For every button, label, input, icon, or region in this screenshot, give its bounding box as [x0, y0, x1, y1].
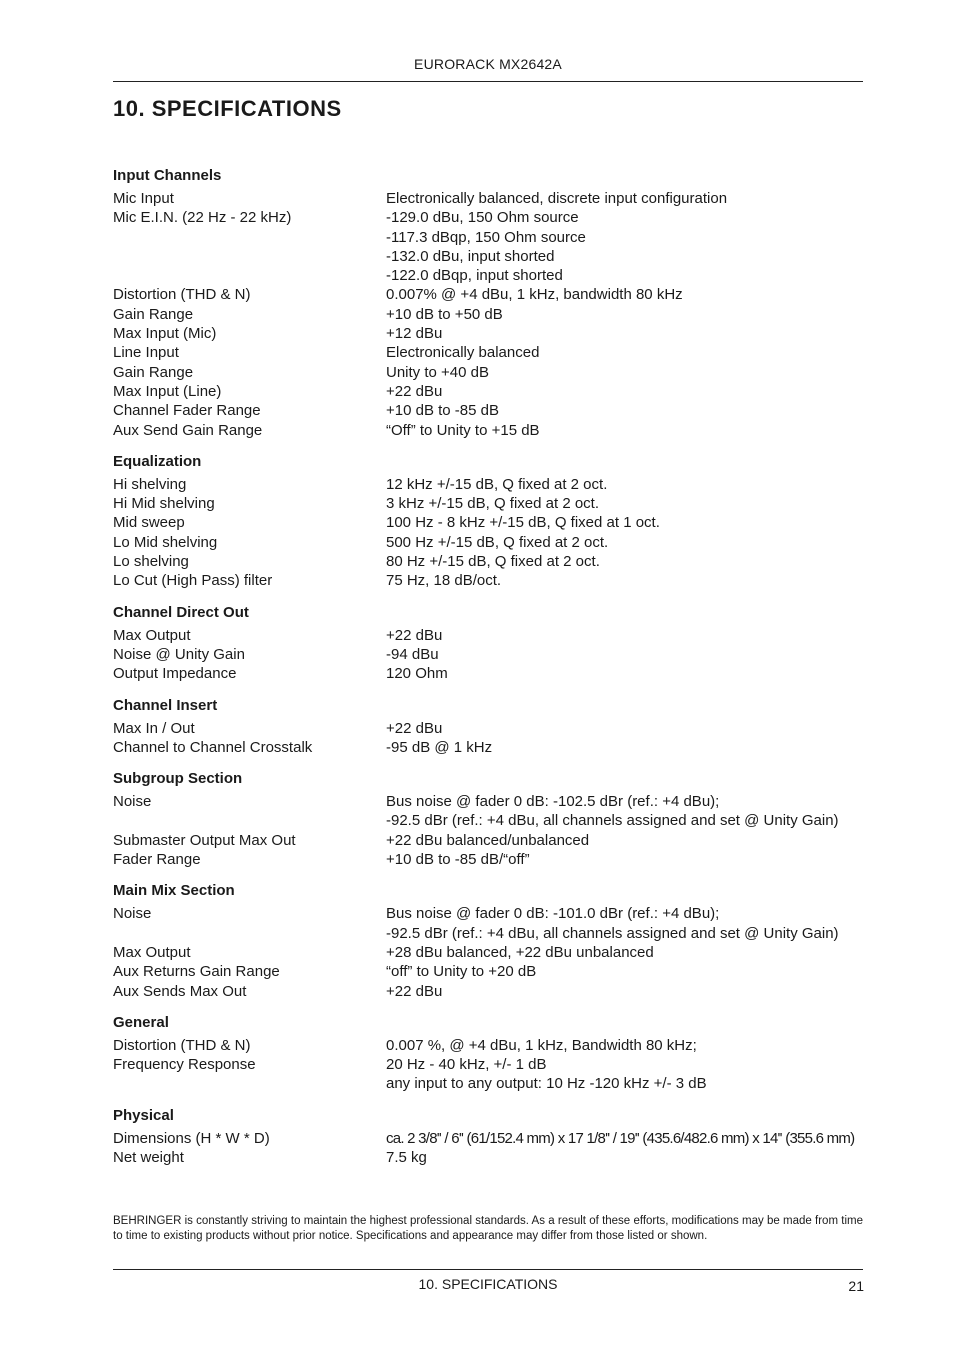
spec-label: Lo Mid shelving: [113, 533, 218, 551]
spec-label: Noise @ Unity Gain: [113, 645, 245, 663]
spec-value: +22 dBu: [386, 382, 443, 400]
spec-value: 0.007 %, @ +4 dBu, 1 kHz, Bandwidth 80 kHz;: [386, 1036, 697, 1054]
spec-label: Net weight: [113, 1148, 184, 1166]
spec-value: +12 dBu: [386, 325, 443, 343]
spec-values: [386, 645, 865, 664]
spec-row: [113, 533, 865, 552]
spec-value: -117.3 dBqp, 150 Ohm source: [386, 228, 586, 246]
spec-value: 3 kHz +/-15 dB, Q fixed at 2 oct.: [386, 495, 600, 513]
spec-value: 75 Hz, 18 dB/oct.: [386, 572, 502, 590]
spec-row: [113, 1148, 865, 1167]
spec-value: 80 Hz +/-15 dB, Q fixed at 2 oct.: [386, 553, 600, 571]
spec-row: [113, 719, 865, 738]
spec-value: -129.0 dBu, 150 Ohm source: [386, 209, 579, 227]
spec-value: 7.5 kg: [386, 1148, 427, 1166]
spec-value: -92.5 dBr (ref.: +4 dBu, all channels assigned and set @ Unity Gain): [386, 924, 839, 942]
spec-value: -94 dBu: [386, 645, 439, 663]
spec-row: [113, 324, 865, 343]
spec-row: [113, 571, 865, 590]
spec-value: Electronically balanced, discrete input configuration: [386, 190, 728, 207]
section-title: Physical: [113, 1106, 174, 1124]
spec-value: 100 Hz - 8 kHz +/-15 dB, Q fixed at 1 oct.: [386, 514, 660, 532]
specifications-list: [113, 166, 865, 1179]
spec-row: [113, 1055, 865, 1094]
spec-value: Electronically balanced: [386, 344, 540, 362]
spec-label: Distortion (THD & N): [113, 1036, 251, 1054]
spec-label: Max In / Out: [113, 719, 195, 737]
spec-row: [113, 962, 865, 981]
spec-label: Noise: [113, 905, 152, 923]
spec-section: [113, 1013, 865, 1094]
spec-row: [113, 1036, 865, 1055]
spec-values: [386, 421, 865, 440]
page-number: 21: [848, 1278, 864, 1294]
spec-value: 20 Hz - 40 kHz, +/- 1 dB: [386, 1056, 547, 1074]
spec-label: Gain Range: [113, 363, 194, 381]
spec-values: [386, 285, 865, 304]
spec-values: [386, 305, 865, 324]
spec-row: [113, 494, 865, 513]
spec-values: [386, 1129, 865, 1148]
spec-values: [386, 719, 865, 738]
spec-value: -95 dB @ 1 kHz: [386, 738, 493, 756]
section-title: Channel Direct Out: [113, 603, 249, 621]
spec-values: [386, 831, 865, 850]
spec-values: [386, 513, 865, 532]
spec-row: [113, 626, 865, 645]
spec-section: [113, 881, 865, 1000]
spec-value: +10 dB to +50 dB: [386, 305, 503, 323]
spec-section: [113, 452, 865, 591]
spec-value: “off” to Unity to +20 dB: [386, 963, 537, 981]
spec-section: [113, 1106, 865, 1168]
spec-row: [113, 1129, 865, 1148]
spec-row: [113, 645, 865, 664]
spec-row: [113, 664, 865, 683]
spec-value: -122.0 dBqp, input shorted: [386, 267, 563, 285]
spec-label: Frequency Response: [113, 1056, 256, 1074]
spec-label: Hi shelving: [113, 475, 187, 493]
spec-row: [113, 285, 865, 304]
spec-value: Bus noise @ fader 0 dB: -102.5 dBr (ref.: +4 dBu);: [386, 793, 720, 811]
spec-values: [386, 850, 865, 869]
spec-label: Mid sweep: [113, 514, 185, 532]
spec-label: Max Output: [113, 626, 191, 644]
spec-row: [113, 382, 865, 401]
spec-row: [113, 401, 865, 420]
spec-label: Aux Sends Max Out: [113, 982, 247, 1000]
spec-values: [386, 962, 865, 981]
spec-row: [113, 421, 865, 440]
disclaimer-text: BEHRINGER is constantly striving to maintain the highest professional standards. As a result of these efforts, modifications may be made from time to time to existing products without prior notice. Specifications and appearance may differ from those listed or shown.: [113, 1215, 863, 1242]
spec-section: [113, 769, 865, 869]
spec-section: [113, 603, 865, 684]
spec-value: +10 dB to -85 dB: [386, 402, 499, 420]
spec-label: Max Input (Mic): [113, 325, 217, 343]
spec-values: [386, 1036, 865, 1055]
spec-label: Aux Send Gain Range: [113, 421, 263, 439]
spec-row: [113, 831, 865, 850]
spec-value: 12 kHz +/-15 dB, Q fixed at 2 oct.: [386, 475, 608, 493]
spec-values: [386, 208, 865, 285]
spec-value: “Off” to Unity to +15 dB: [386, 421, 540, 439]
spec-values: [386, 904, 865, 943]
spec-values: [386, 363, 865, 382]
spec-row: [113, 850, 865, 869]
spec-values: [386, 533, 865, 552]
spec-label: Max Output: [113, 943, 191, 961]
spec-values: [386, 401, 865, 420]
spec-label: Output Impedance: [113, 665, 237, 683]
spec-row: [113, 513, 865, 532]
spec-values: [386, 571, 865, 590]
spec-label: Channel Fader Range: [113, 402, 261, 420]
spec-values: [386, 1148, 865, 1167]
spec-value: Unity to +40 dB: [386, 363, 489, 381]
spec-row: [113, 982, 865, 1001]
spec-row: [113, 363, 865, 382]
spec-label: Max Input (Line): [113, 382, 222, 400]
spec-value: +22 dBu balanced/unbalanced: [386, 831, 590, 849]
spec-values: [386, 982, 865, 1001]
spec-value: ca. 2 3/8'' / 6'' (61/152.4 mm) x 17 1/8'' / 19'' (435.6/482.6 mm) x 14'' (355.6 mm): [386, 1129, 855, 1147]
spec-row: [113, 343, 865, 362]
spec-value: +10 dB to -85 dB/“off”: [386, 851, 530, 869]
spec-section: [113, 696, 865, 758]
footer-divider: [113, 1269, 863, 1270]
spec-value: -92.5 dBr (ref.: +4 dBu, all channels assigned and set @ Unity Gain): [386, 812, 839, 830]
spec-values: [386, 189, 865, 208]
spec-value: 0.007% @ +4 dBu, 1 kHz, bandwidth 80 kHz: [386, 286, 683, 304]
section-title: Main Mix Section: [113, 882, 235, 900]
spec-value: 500 Hz +/-15 dB, Q fixed at 2 oct.: [386, 533, 609, 551]
spec-values: [386, 664, 865, 683]
spec-label: Fader Range: [113, 851, 201, 869]
spec-row: [113, 189, 865, 208]
spec-label: Lo shelving: [113, 553, 189, 571]
spec-values: [386, 738, 865, 757]
spec-row: [113, 943, 865, 962]
section-title: General: [113, 1013, 169, 1031]
spec-label: Distortion (THD & N): [113, 286, 251, 304]
spec-values: [386, 943, 865, 962]
header-divider: [113, 81, 863, 82]
spec-label: Aux Returns Gain Range: [113, 963, 280, 981]
spec-label: Noise: [113, 793, 152, 811]
spec-label: Gain Range: [113, 305, 194, 323]
spec-label: Lo Cut (High Pass) filter: [113, 572, 273, 590]
spec-value: +22 dBu: [386, 626, 443, 644]
spec-values: [386, 792, 865, 831]
spec-label: Submaster Output Max Out: [113, 831, 296, 849]
spec-value: any input to any output: 10 Hz -120 kHz +/- 3 dB: [386, 1075, 707, 1093]
spec-row: [113, 904, 865, 943]
spec-label: Line Input: [113, 344, 179, 362]
spec-values: [386, 475, 865, 494]
spec-value: +28 dBu balanced, +22 dBu unbalanced: [386, 943, 654, 961]
spec-values: [386, 382, 865, 401]
spec-value: -132.0 dBu, input shorted: [386, 247, 555, 265]
spec-label: Mic E.I.N. (22 Hz - 22 kHz): [113, 209, 292, 227]
page-title: 10. SPECIFICATIONS: [113, 96, 342, 121]
spec-values: [386, 1055, 865, 1094]
spec-label: Channel to Channel Crosstalk: [113, 738, 313, 756]
spec-value: Bus noise @ fader 0 dB: -101.0 dBr (ref.: +4 dBu);: [386, 905, 720, 923]
spec-value: +22 dBu: [386, 719, 443, 737]
spec-label: Mic Input: [113, 190, 174, 207]
spec-row: [113, 792, 865, 831]
spec-section: [113, 166, 865, 440]
spec-values: [386, 626, 865, 645]
footer-section-title: 10. SPECIFICATIONS: [418, 1276, 558, 1292]
spec-row: [113, 208, 865, 285]
section-title: Input Channels: [113, 167, 222, 184]
section-title: Equalization: [113, 452, 202, 470]
spec-row: [113, 305, 865, 324]
document-title: EURORACK MX2642A: [414, 56, 562, 72]
section-title: Subgroup Section: [113, 770, 243, 788]
spec-values: [386, 343, 865, 362]
spec-values: [386, 324, 865, 343]
spec-values: [386, 552, 865, 571]
spec-label: Dimensions (H * W * D): [113, 1129, 270, 1147]
spec-value: +22 dBu: [386, 982, 443, 1000]
spec-label: Hi Mid shelving: [113, 495, 215, 513]
spec-row: [113, 552, 865, 571]
spec-value: 120 Ohm: [386, 665, 448, 683]
spec-row: [113, 475, 865, 494]
spec-row: [113, 738, 865, 757]
section-title: Channel Insert: [113, 696, 218, 714]
spec-values: [386, 494, 865, 513]
